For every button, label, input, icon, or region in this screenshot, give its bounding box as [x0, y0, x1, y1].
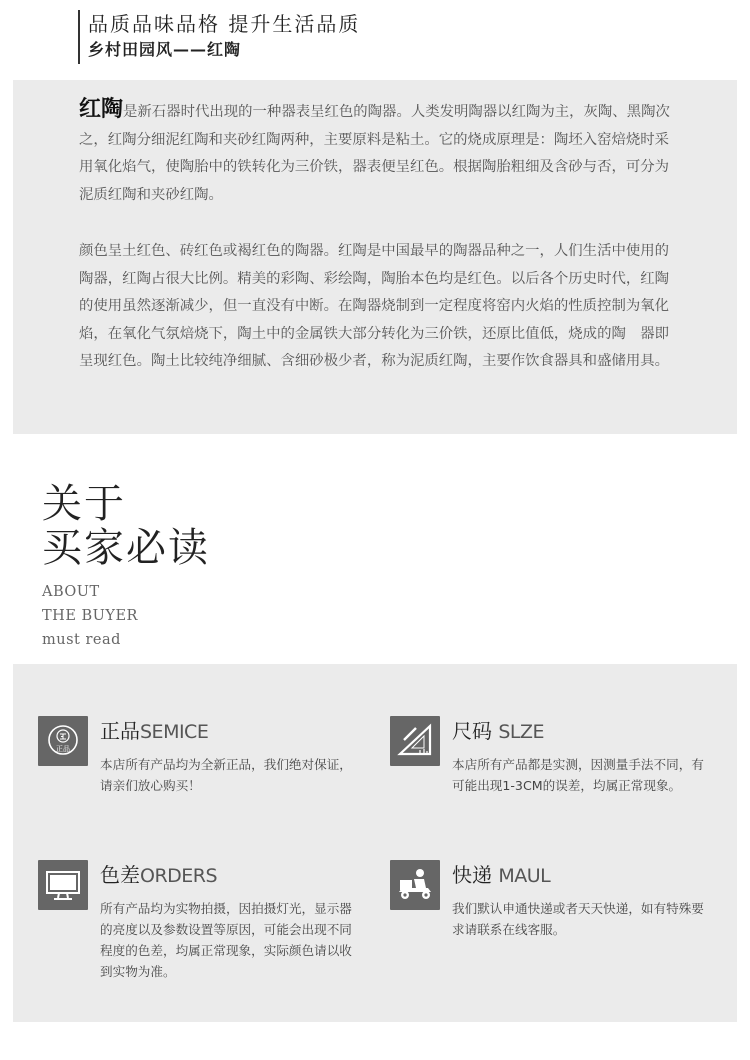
notice-title-genuine: [100, 716, 208, 747]
intro-paragraph-2: 颜色呈土红色、砖红色或褐红色的陶器。红陶是中国最早的陶器品种之一，人们生活中使用的陶器，红陶占很大比例。精美的彩陶、彩绘陶，陶胎本色均是红色。以后各个历史时代，红陶的使用虽然逐渐减少，但一直没有中断。在陶器烧制到一定程度将窑内火焰的性质控制为氧化焰，在氧化气氛焙烧下，陶土中的金属铁大部分转化为三价铁，还原比值低，烧成的陶 器即呈现红色。陶土比较纯净细腻、含细砂极少者，称为泥质红陶，主要作饮食器具和盛储用具。: [79, 243, 670, 370]
notice-desc-delivery: 我们默认申通快递或者天天快递，如有特殊要求请联系在线客服。: [452, 901, 704, 937]
intro-lead-word: 红陶: [79, 97, 124, 122]
notice-panel: [13, 664, 737, 1022]
monitor-icon: [38, 860, 88, 910]
header-slogan: 品质品味品格 提升生活品质: [88, 12, 361, 36]
about-heading-en: [42, 580, 210, 652]
notice-title-color-cn: 色差: [100, 863, 140, 887]
notice-desc-color: 所有产品均为实物拍摄，因拍摄灯光，显示器的亮度以及参数设置等原因，可能会出现不同程度的色差，均属正常现象，实际颜色请以收到实物为准。: [100, 901, 352, 979]
notice-title-color-en: ORDERS: [140, 865, 218, 887]
about-heading-en-2: THE BUYER: [42, 608, 138, 624]
notice-desc-size: 本店所有产品都是实测，因测量手法不同，有可能出现1-3CM的误差，均属正常现象。: [452, 757, 704, 793]
notice-title-size: [452, 716, 544, 747]
about-heading-en-1: ABOUT: [42, 584, 100, 600]
header-block: [78, 10, 360, 64]
notice-title-delivery: [452, 860, 550, 891]
notice-title-color: [100, 860, 217, 891]
about-heading-cn-1: 关于: [42, 481, 126, 527]
about-heading-cn-2: 买家必读: [42, 525, 210, 571]
intro-paragraph-1-text: 是新石器时代出现的一种器表呈红色的陶器。人类发明陶器以红陶为主，灰陶、黑陶次之，红陶分细泥红陶和夹砂红陶两种，主要原料是粘土。它的烧成原理是：陶坯入窑焙烧时采用氧化焰气，使陶胎中的铁转化为三价铁，器表便呈红色。根据陶胎粗细及含砂与否，可分为泥质红陶和夹砂红陶。: [79, 104, 670, 203]
genuine-seal-icon: [38, 716, 88, 766]
svg-text:正品: 正品: [56, 745, 70, 753]
notice-title-size-en: SLZE: [498, 721, 545, 743]
notice-title-size-cn: 尺码: [452, 719, 492, 743]
intro-panel: [13, 80, 737, 434]
notice-title-genuine-cn: 正品: [100, 719, 140, 743]
about-heading-en-3: must read: [42, 632, 121, 648]
delivery-scooter-icon: [390, 860, 440, 910]
header-subtitle: 乡村田园风——红陶: [88, 40, 242, 59]
notice-title-delivery-cn: 快递: [452, 863, 492, 887]
about-buyer-heading: [42, 482, 210, 652]
notice-title-genuine-en: SEMICE: [140, 721, 209, 743]
notice-title-delivery-en: MAUL: [498, 865, 551, 887]
notice-desc-genuine: 本店所有产品均为全新正品，我们绝对保证，请亲们放心购买！: [100, 757, 352, 793]
intro-paragraph-1: [79, 99, 675, 209]
ruler-icon: [390, 716, 440, 766]
